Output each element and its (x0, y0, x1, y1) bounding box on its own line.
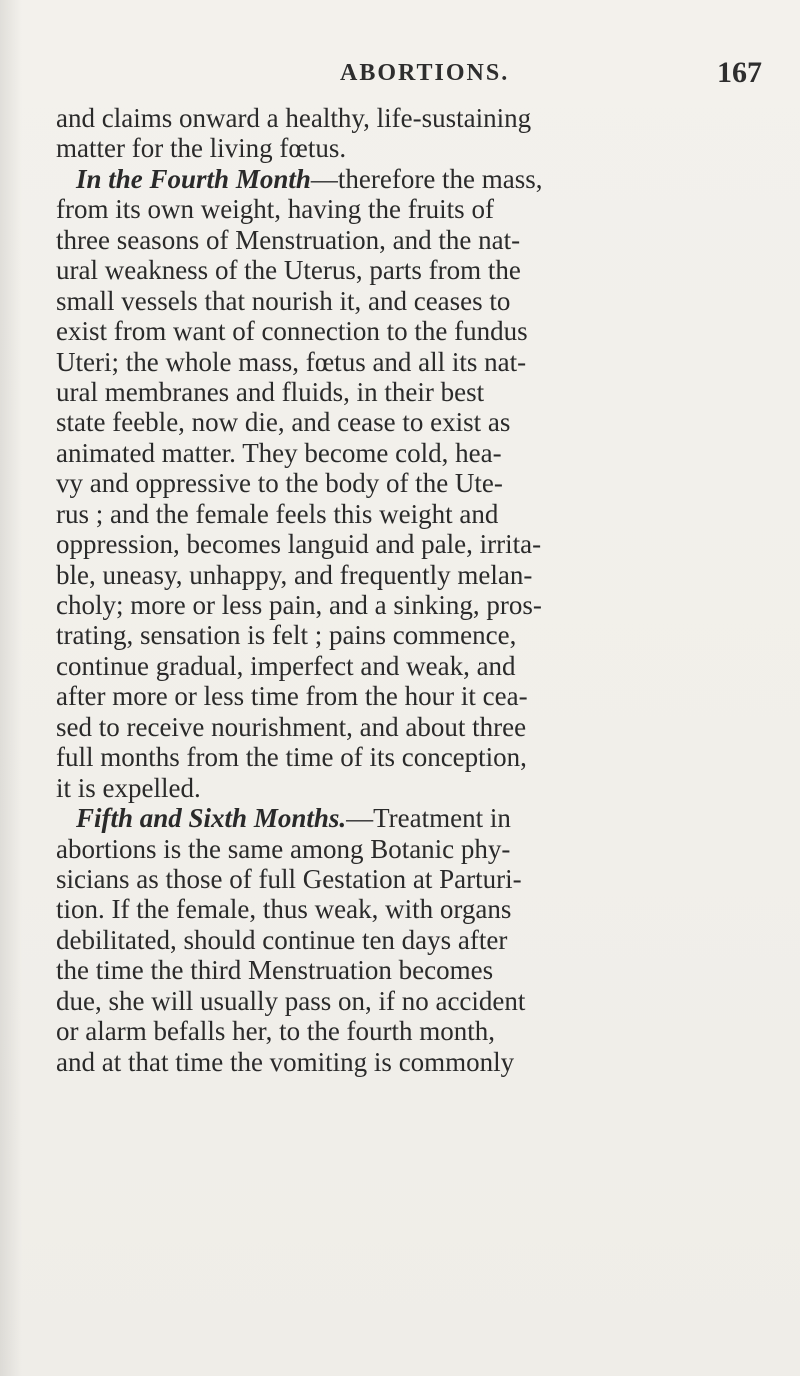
text-line: oppression, becomes languid and pale, irrita- (56, 529, 542, 560)
page-gutter-shadow (0, 0, 22, 1376)
page-number: 167 (717, 56, 762, 89)
section-heading-line (56, 803, 768, 833)
text-line: exist from want of connection to the fundus (56, 316, 528, 347)
text-line: sed to receive nourishment, and about three (56, 711, 527, 742)
text-line: ural weakness of the Uterus, parts from the (56, 255, 521, 286)
text-line: rus ; and the female feels this weight and (56, 498, 499, 529)
text-line: the time the third Menstruation becomes (56, 955, 494, 986)
text-line: vy and oppressive to the body of the Ute- (56, 468, 503, 499)
text-line: small vessels that nourish it, and ceases to (56, 285, 511, 316)
text-line: sicians as those of full Gestation at Parturi- (56, 863, 522, 894)
running-head (0, 56, 800, 96)
section-heading-fifth-sixth-months: Fifth and Sixth Months. (76, 803, 347, 834)
text-line: or alarm befalls her, to the fourth month, (56, 1016, 496, 1047)
text-line-rest: —therefore the mass, (310, 163, 543, 194)
running-head-title: ABORTIONS. (340, 60, 510, 86)
text-line: animated matter. They become cold, hea- (56, 437, 502, 468)
text-line: tion. If the female, thus weak, with organs (56, 894, 512, 925)
section-heading-fourth-month: In the Fourth Month (76, 163, 311, 194)
text-line: and at that time the vomiting is commonly (56, 1046, 515, 1077)
text-line: due, she will usually pass on, if no accident (56, 985, 526, 1016)
text-line: trating, sensation is felt ; pains commence, (56, 620, 517, 651)
text-line: ural membranes and fluids, in their best (56, 376, 485, 407)
body-text (56, 103, 768, 1077)
text-line: and claims onward a healthy, life-sustaining (56, 103, 532, 133)
text-line: from its own weight, having the fruits of (56, 194, 494, 225)
text-line: Uteri; the whole mass, fœtus and all its nat- (56, 346, 527, 377)
text-line: full months from the time of its conception, (56, 742, 527, 773)
text-line: matter for the living fœtus. (56, 133, 347, 164)
section-heading-line (56, 164, 768, 194)
text-line: abortions is the same among Botanic phy- (56, 833, 511, 864)
text-line: after more or less time from the hour it cea- (56, 681, 528, 712)
text-line: three seasons of Menstruation, and the nat- (56, 224, 521, 255)
text-line: ble, uneasy, unhappy, and frequently melan- (56, 559, 533, 590)
text-line: debilitated, should continue ten days after (56, 924, 508, 955)
text-line: it is expelled. (56, 772, 201, 803)
text-line: choly; more or less pain, and a sinking, pros- (56, 590, 542, 620)
text-line-rest: —Treatment in (346, 803, 511, 834)
text-line: state feeble, now die, and cease to exist as (56, 407, 511, 438)
text-line: continue gradual, imperfect and weak, and (56, 650, 516, 681)
